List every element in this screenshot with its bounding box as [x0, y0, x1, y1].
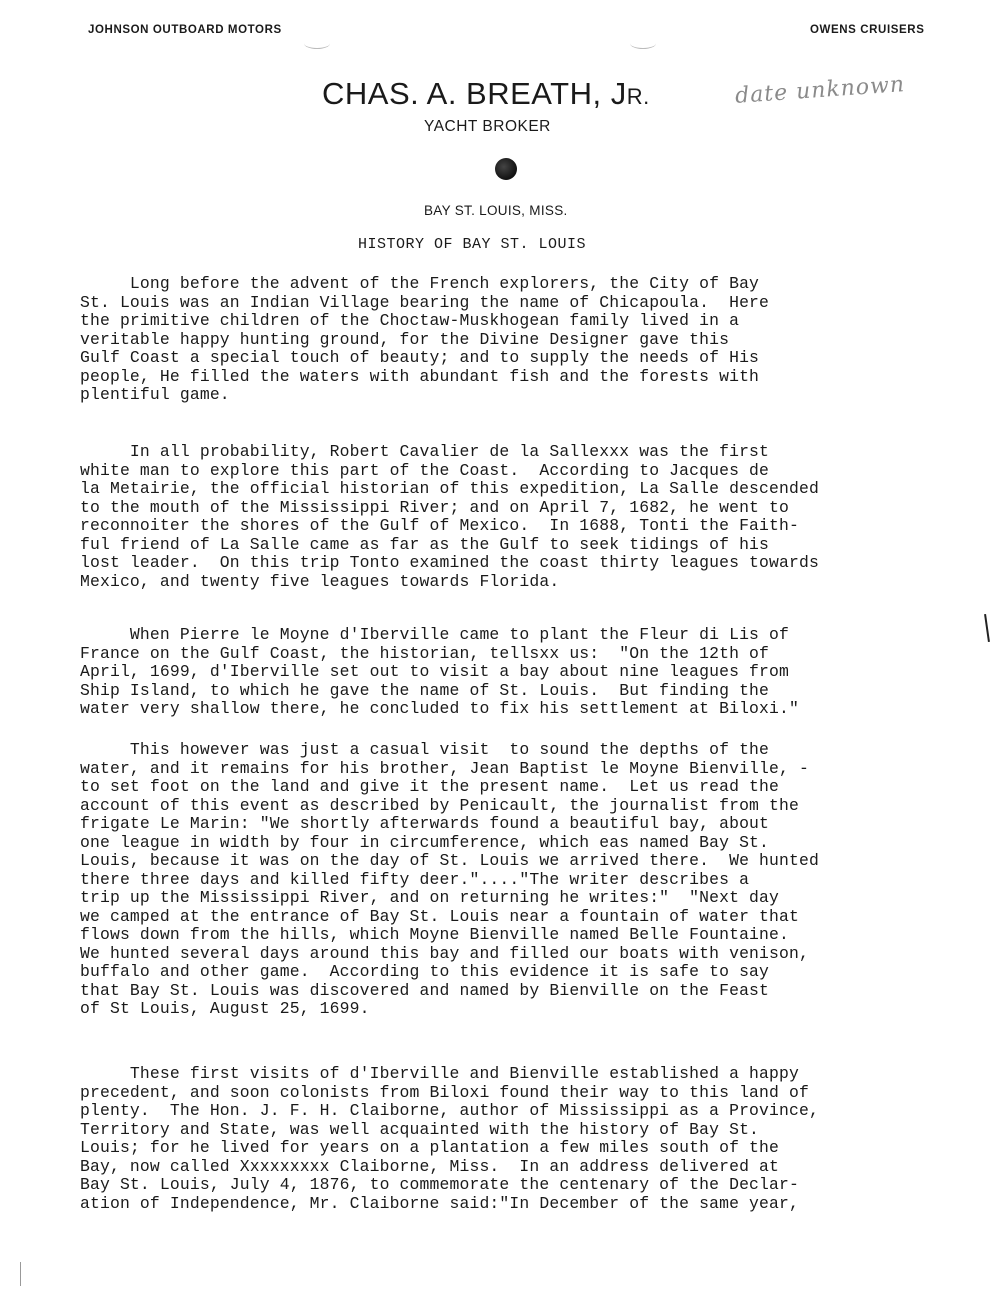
letterhead-right-corner: OWENS CRUISERS: [810, 24, 925, 36]
text-line: This however was just a casual visit to sound the depths of the: [80, 740, 770, 759]
paragraph-1: [80, 275, 980, 405]
text-line: ful friend of La Salle came as far as the Gulf to seek tidings of his: [80, 534, 770, 554]
text-line: account of this event as described by Penicault, the journalist from the: [80, 795, 799, 815]
text-line: one league in width by four in circumference, which eas named Bay St.: [80, 832, 770, 852]
handwritten-annotation: date unknown: [734, 72, 906, 109]
text-line: there three days and killed fifty deer."...."The writer describes a: [80, 869, 750, 889]
emblem-icon: [495, 158, 517, 180]
paragraph-5: [80, 1065, 980, 1213]
paragraph-3: [80, 626, 980, 719]
text-line: plentiful game.: [80, 385, 230, 404]
margin-mark: [20, 1262, 21, 1286]
text-line: Louis, because it was on the day of St. Louis we arrived there. We hunted: [80, 851, 819, 870]
text-line: la Metairie, the official historian of this expedition, La Salle descended: [80, 479, 819, 498]
text-line: Bay, now called Xxxxxxxxx Claiborne, Miss. In an address delivered at: [80, 1156, 780, 1176]
text-line: Mexico, and twenty five leagues towards Florida.: [80, 571, 560, 591]
text-line: precedent, and soon colonists from Biloxi found their way to this land of: [80, 1082, 809, 1102]
broker-name-suffix: R.: [626, 84, 650, 109]
text-line: the primitive children of the Choctaw-Muskhogean family lived in a: [80, 311, 740, 330]
margin-mark: [984, 614, 990, 642]
broker-title: YACHT BROKER: [424, 118, 551, 135]
text-line: people, He filled the waters with abundant fish and the forests with: [80, 366, 760, 386]
text-line: we camped at the entrance of Bay St. Louis near a fountain of water that: [80, 906, 799, 926]
paper-fold-mark: [630, 38, 656, 49]
text-line: France on the Gulf Coast, the historian, tellsxx us: "On the 12th of: [80, 643, 770, 663]
text-line: Long before the advent of the French explorers, the City of Bay: [80, 274, 760, 293]
paragraph-4: [80, 741, 980, 1019]
paragraph-2: [80, 443, 980, 591]
text-line: flows down from the hills, which Moyne Bienville named Belle Fountaine.: [80, 925, 790, 944]
text-line: trip up the Mississippi River, and on returning he writes:" "Next day: [80, 888, 780, 907]
text-line: frigate Le Marin: "We shortly afterwards found a beautiful bay, about: [80, 814, 770, 833]
broker-name: [322, 76, 650, 112]
letterhead-left-corner: JOHNSON OUTBOARD MOTORS: [88, 24, 282, 36]
text-line: lost leader. On this trip Tonto examined the coast thirty leagues towards: [80, 553, 819, 572]
text-line: white man to explore this part of the Coast. According to Jacques de: [80, 460, 770, 480]
text-line: Gulf Coast a special touch of beauty; and to supply the needs of His: [80, 348, 760, 367]
text-line: We hunted several days around this bay and filled our boats with venison,: [80, 943, 809, 963]
text-line: April, 1699, d'Iberville set out to visit a bay about nine leagues from: [80, 662, 790, 681]
text-line: buffalo and other game. According to this evidence it is safe to say: [80, 962, 770, 981]
text-line: Bay St. Louis, July 4, 1876, to commemorate the centenary of the Declar-: [80, 1175, 799, 1194]
text-line: St. Louis was an Indian Village bearing the name of Chicapoula. Here: [80, 292, 770, 312]
text-line: In all probability, Robert Cavalier de la Sallexxx was the first: [80, 442, 770, 461]
text-line: water very shallow there, he concluded to fix his settlement at Biloxi.": [80, 699, 799, 718]
text-line: to the mouth of the Mississippi River; and on April 7, 1682, he went to: [80, 497, 790, 517]
text-line: reconnoiter the shores of the Gulf of Mexico. In 1688, Tonti the Faith-: [80, 516, 799, 535]
text-line: to set foot on the land and give it the present name. Let us read the: [80, 777, 780, 796]
text-line: When Pierre le Moyne d'Iberville came to plant the Fleur di Lis of: [80, 625, 790, 644]
text-line: water, and it remains for his brother, Jean Baptist le Moyne Bienville, -: [80, 758, 809, 778]
text-line: veritable happy hunting ground, for the Divine Designer gave this: [80, 329, 730, 349]
text-line: These first visits of d'Iberville and Bienville established a happy: [80, 1064, 799, 1083]
text-line: plenty. The Hon. J. F. H. Claiborne, author of Mississippi as a Province,: [80, 1101, 819, 1120]
text-line: that Bay St. Louis was discovered and named by Bienville on the Feast: [80, 980, 770, 1000]
text-line: Louis; for he lived for years on a plantation a few miles south of the: [80, 1138, 780, 1157]
paper-fold-mark: [304, 38, 330, 49]
text-line: Ship Island, to which he gave the name of St. Louis. But finding the: [80, 680, 770, 700]
text-line: Territory and State, was well acquainted with the history of Bay St.: [80, 1119, 760, 1139]
letterhead-location: BAY ST. LOUIS, MISS.: [424, 203, 568, 218]
text-line: of St Louis, August 25, 1699.: [80, 999, 370, 1018]
broker-name-main: CHAS. A. BREATH, J: [322, 76, 627, 111]
document-title: HISTORY OF BAY ST. LOUIS: [358, 236, 587, 253]
text-line: ation of Independence, Mr. Claiborne said:"In December of the same year,: [80, 1193, 799, 1213]
